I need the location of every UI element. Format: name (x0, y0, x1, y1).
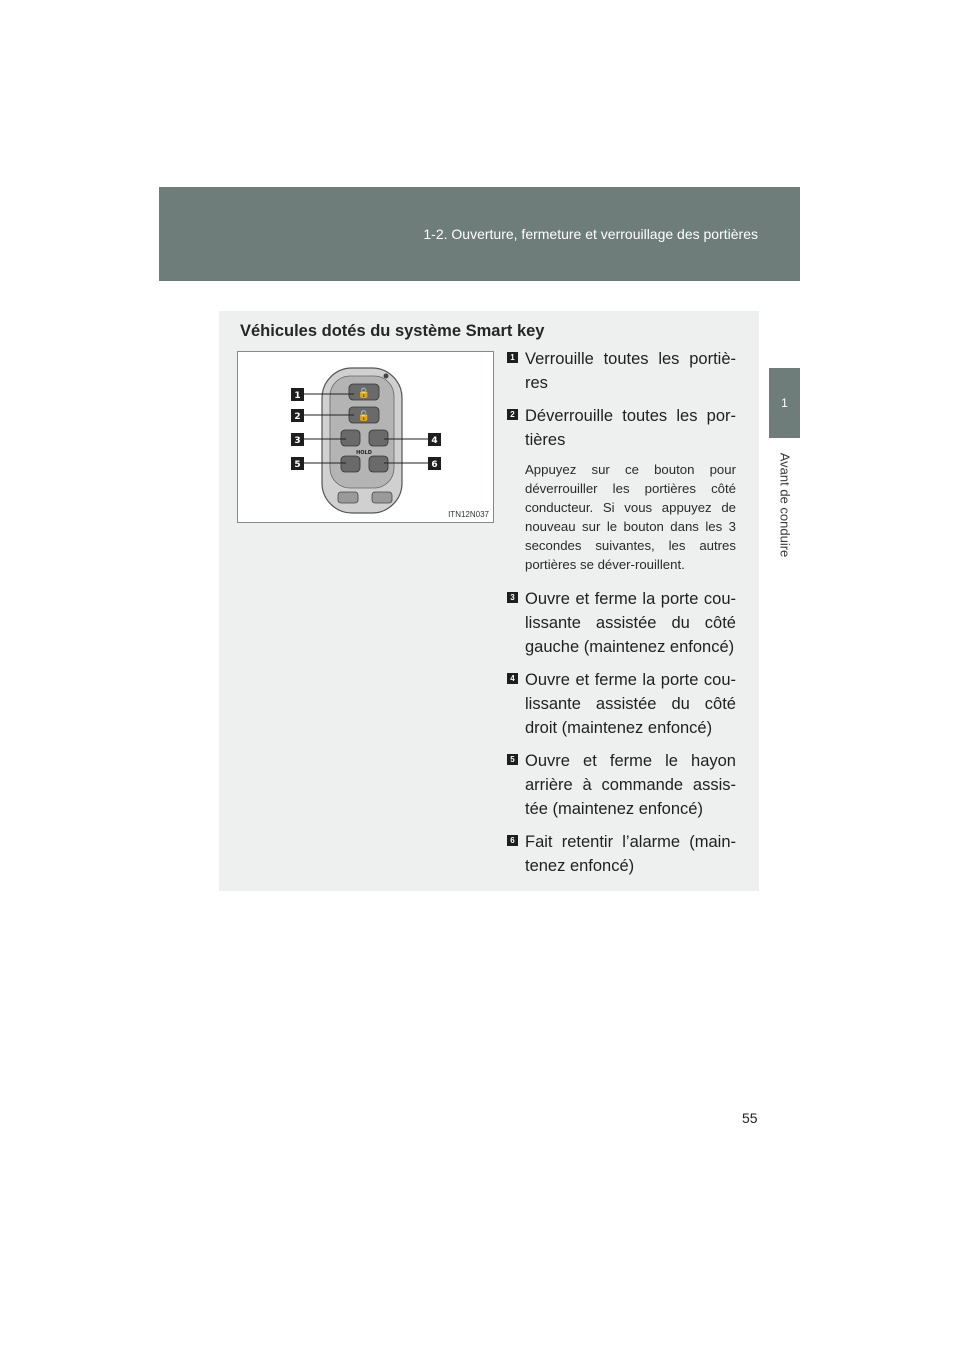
panel-heading: Véhicules dotés du système Smart key (240, 322, 545, 340)
list-item (506, 668, 736, 740)
chapter-number: 1 (781, 396, 788, 410)
indicator-led (384, 374, 389, 379)
item-text: Ouvre et ferme la porte cou-lissante assistée du côté gauche (maintenez enfoncé) (525, 590, 736, 656)
right-door-button-shape (369, 430, 388, 446)
unlock-icon: 🔓 (357, 411, 371, 422)
section-title: 1-2. Ouverture, fermeture et verrouillage des portières (423, 226, 758, 242)
remote-key-illustration (238, 352, 493, 522)
left-door-button-shape (341, 430, 360, 446)
key-slot-right (372, 492, 392, 503)
section-header (159, 187, 800, 281)
item-text: Ouvre et ferme le hayon arrière à commande assis-tée (maintenez enfoncé) (525, 752, 736, 818)
item-text: Ouvre et ferme la porte cou-lissante assistée du côté droit (maintenez enfoncé) (525, 671, 736, 737)
callout-1: 1 (294, 391, 301, 401)
remote-key-figure (237, 351, 494, 523)
item-marker: 6 (507, 835, 518, 846)
lock-icon: 🔒 (357, 388, 371, 399)
key-slot-left (338, 492, 358, 503)
callout-4: 4 (431, 436, 438, 446)
list-item (506, 347, 736, 395)
list-item (506, 749, 736, 821)
callout-5: 5 (294, 460, 301, 470)
item-marker: 5 (507, 754, 518, 765)
item-text: Déverrouille toutes les por-tières (525, 407, 736, 449)
content-panel (219, 311, 759, 891)
callout-2: 2 (294, 412, 301, 422)
item-text: Verrouille toutes les portiè-res (525, 350, 736, 392)
item-marker: 4 (507, 673, 518, 684)
item-marker: 3 (507, 592, 518, 603)
list-item (506, 830, 736, 878)
item-text: Fait retentir l’alarme (main-tenez enfoncé) (525, 833, 736, 875)
callout-6: 6 (431, 460, 438, 470)
back-door-button-shape (341, 456, 360, 472)
figure-code: ITN12N037 (448, 510, 489, 519)
panic-button-shape (369, 456, 388, 472)
item-note: Appuyez sur ce bouton pour déverrouiller les portières côté conducteur. Si vous appuyez de nouveau sur le bouton dans les 3 secondes suivantes, les autres portières se déver-rouillent. (525, 462, 736, 572)
chapter-label: Avant de conduire (777, 452, 793, 558)
button-descriptions (506, 347, 736, 878)
item-marker: 1 (507, 352, 518, 363)
hold-label: HOLD (356, 450, 372, 456)
callout-3: 3 (294, 436, 301, 446)
page-number: 55 (742, 1110, 758, 1126)
list-item (506, 587, 736, 659)
list-item (506, 404, 736, 574)
item-marker: 2 (507, 409, 518, 420)
chapter-tab (769, 368, 800, 438)
